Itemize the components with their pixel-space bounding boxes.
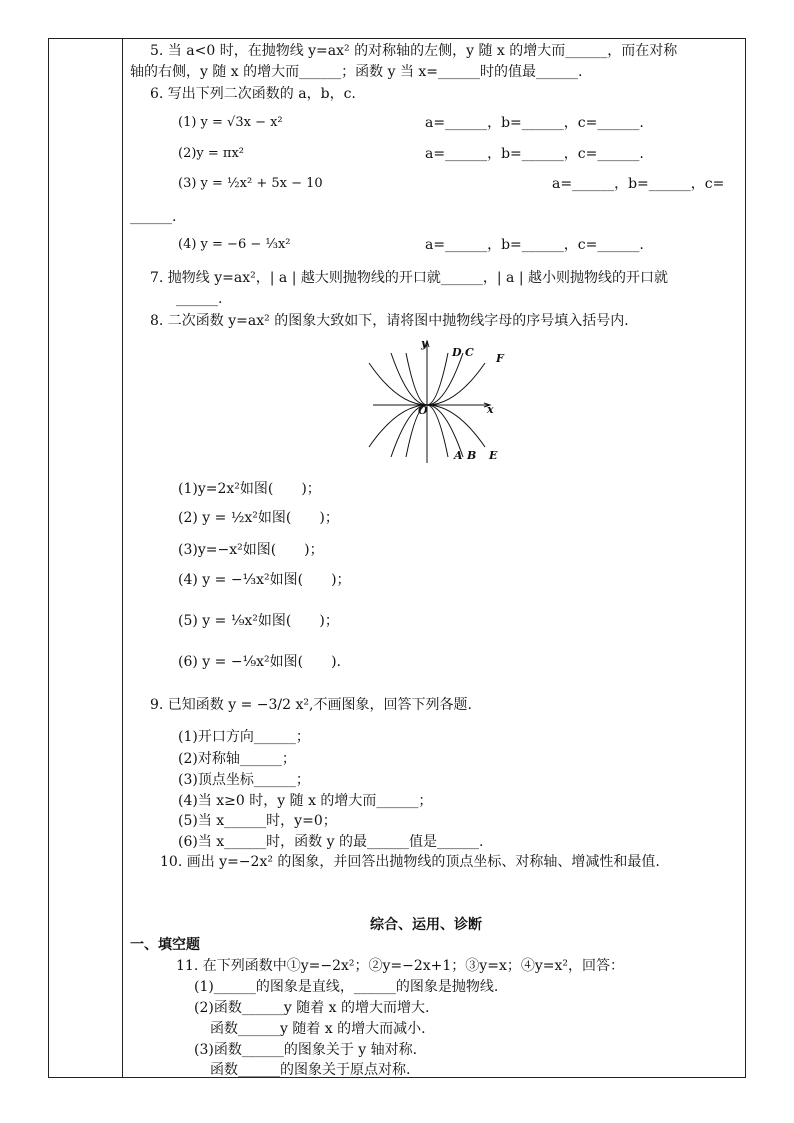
q8-title: 8. 二次函数 y=ax² 的图象大致如下，请将图中抛物线字母的序号填入括号内.: [150, 313, 629, 329]
q11-item1: (1)______的图象是直线，______的图象是抛物线.: [194, 979, 499, 995]
graph-label-F: F: [496, 352, 504, 365]
q5-line2: 轴的右侧，y 随 x 的增大而______；函数 y 当 x=______时的值最______.: [130, 64, 583, 80]
graph-label-E: E: [489, 449, 498, 462]
q9-item5: (5)当 x______时，y=0；: [178, 813, 337, 829]
section-title: 综合、运用、诊断: [370, 917, 482, 933]
q11-item4: (3)函数______的图象关于 y 轴对称.: [194, 1042, 418, 1058]
q6-item1-expr: (1) y = √3x − x²: [178, 115, 283, 130]
graph-label-A: A: [454, 449, 463, 462]
q8-item2: (2) y = ½x²如图( )；: [178, 510, 339, 526]
q10: 10. 画出 y=−2x² 的图象，并回答出抛物线的顶点坐标、对称轴、增减性和最值.: [160, 854, 660, 870]
q11-item2: (2)函数______y 随着 x 的增大而增大.: [194, 1000, 430, 1016]
q9-item3: (3)顶点坐标______；: [178, 772, 310, 788]
q8-item6: (6) y = −⅑x²如图( ).: [178, 654, 342, 670]
q9-item1: (1)开口方向______；: [178, 729, 310, 745]
q8-item1: (1)y=2x²如图( )；: [178, 481, 321, 497]
graph-label-y: y: [421, 337, 428, 350]
q8-item5: (5) y = ⅑x²如图( )；: [178, 613, 339, 629]
graph-label-origin: O: [418, 404, 428, 417]
q6-item3-expr: (3) y = ½x² + 5x − 10: [178, 176, 323, 191]
q11-item5: 函数______的图象关于原点对称.: [210, 1062, 411, 1078]
q6-item4-answer: a=______，b=______，c=______.: [425, 237, 644, 253]
q6-title: 6. 写出下列二次函数的 a，b，c.: [150, 86, 356, 102]
q7-line1: 7. 抛物线 y=ax²，| a | 越大则抛物线的开口就______，| a | 越小则抛物线的开口就: [150, 270, 669, 286]
graph-label-D: D: [452, 346, 462, 359]
q9-item4: (4)当 x≥0 时，y 随 x 的增大而______；: [178, 793, 433, 809]
q9-title: 9. 已知函数 y = −3/2 x²,不画图象，回答下列各题.: [150, 697, 472, 713]
graph-label-C: C: [465, 346, 474, 359]
q9-item6: (6)当 x______时，函数 y 的最______值是______.: [178, 834, 484, 850]
q6-item4-expr: (4) y = −6 − ⅓x²: [178, 237, 291, 252]
q11-title: 11. 在下列函数中①y=−2x²；②y=−2x+1；③y=x；④y=x²，回答：: [176, 958, 624, 974]
graph-label-B: B: [467, 449, 477, 462]
q6-item3-answer: a=______，b=______，c=: [552, 176, 725, 192]
q7-line2: ______.: [176, 291, 223, 307]
q6-item2-expr: (2)y = πx²: [178, 146, 245, 161]
q6-item2-answer: a=______，b=______，c=______.: [425, 146, 644, 162]
q6-item1-answer: a=______，b=______，c=______.: [425, 115, 644, 131]
q9-item2: (2)对称轴______；: [178, 751, 296, 767]
parabola-graph: [365, 335, 505, 465]
q8-item4: (4) y = −⅓x²如图( )；: [178, 572, 351, 588]
graph-label-x: x: [487, 403, 494, 416]
q6-item3-tail: ______.: [130, 209, 177, 225]
q5-line1: 5. 当 a<0 时，在抛物线 y=ax² 的对称轴的左侧，y 随 x 的增大而______，而在对称: [150, 43, 678, 59]
table-column-divider: [122, 38, 123, 1078]
section-part: 一、填空题: [130, 937, 200, 953]
q8-item3: (3)y=−x²如图( )；: [178, 542, 324, 558]
q11-item3: 函数______y 随着 x 的增大而减小.: [210, 1021, 426, 1037]
